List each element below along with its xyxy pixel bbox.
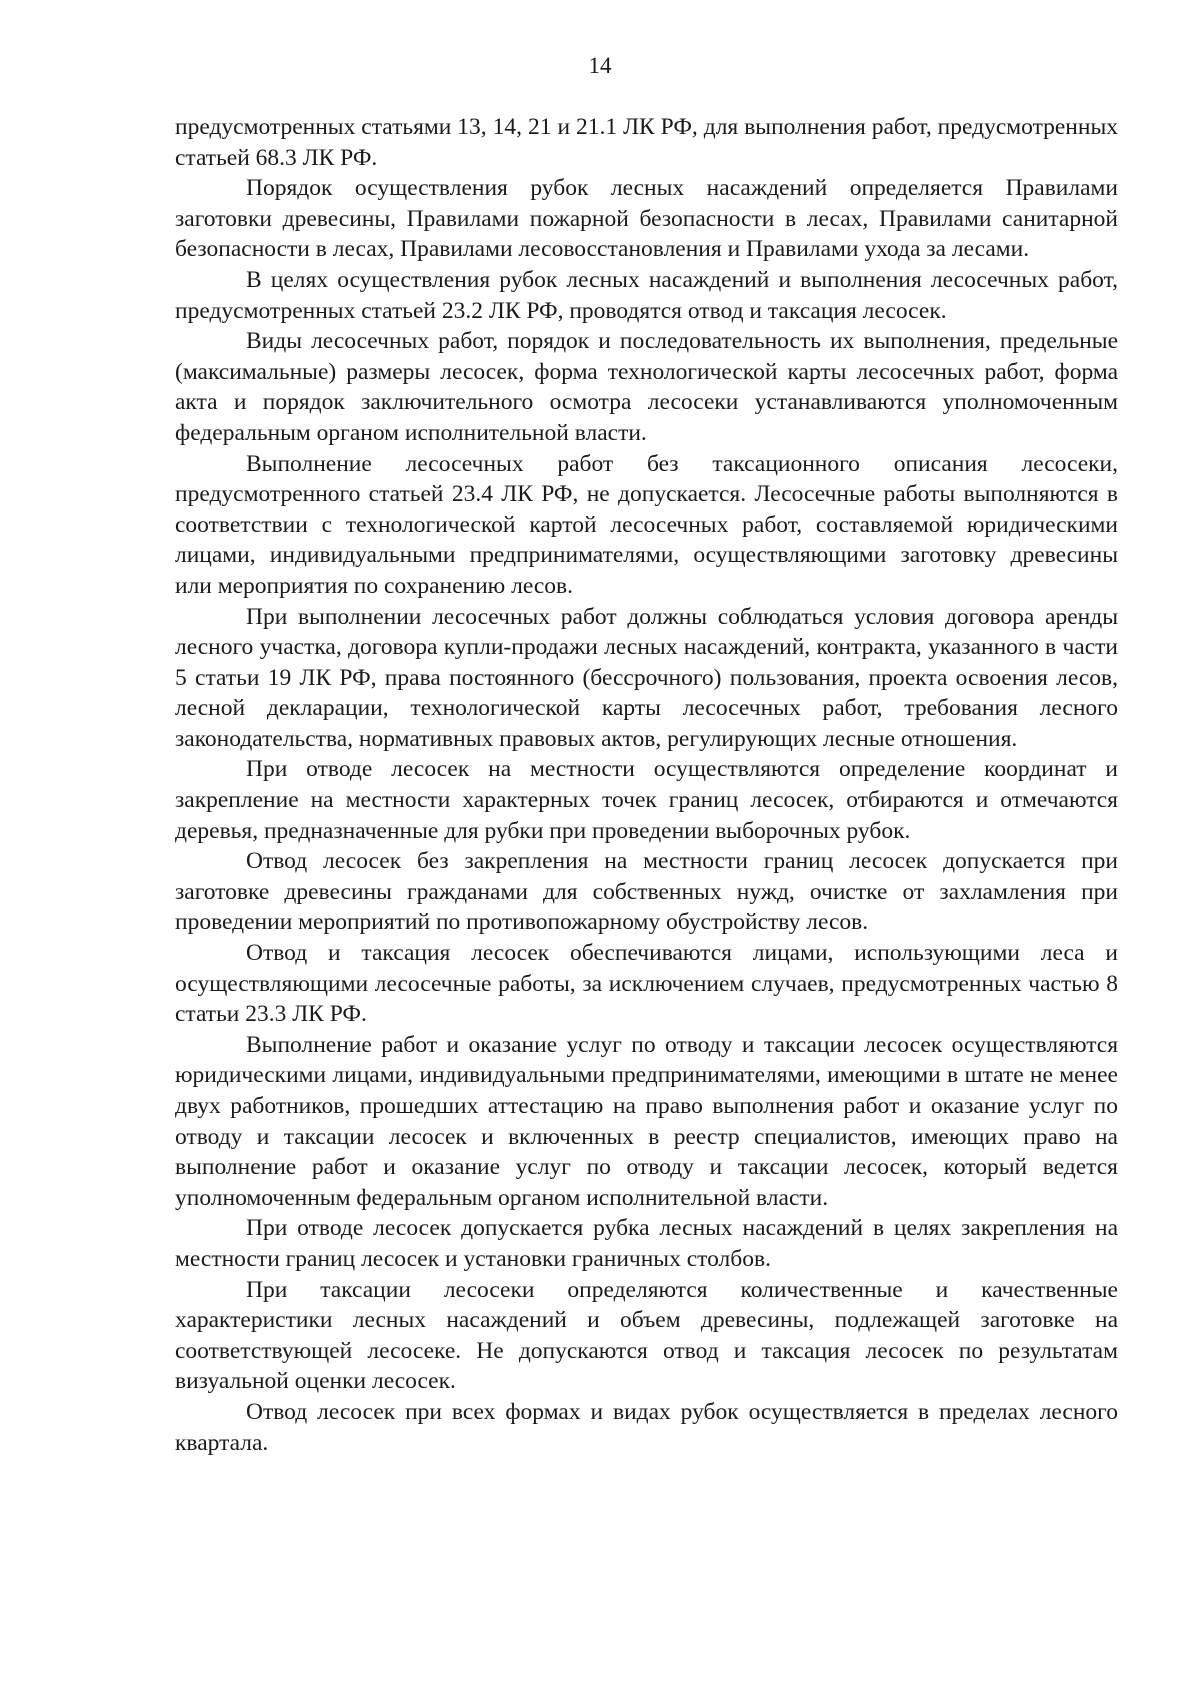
- paragraph: При отводе лесосек допускается рубка лесных насаждений в целях закрепления на местности границ лесосек и установки граничных столбов.: [175, 1215, 1118, 1272]
- paragraph: Отвод лесосек без закрепления на местности границ лесосек допускается при заготовке древесины гражданами для собственных нужд, очистке от захламления при проведении мероприятий по противопожарному обустройству лесов.: [175, 848, 1118, 936]
- paragraph: Порядок осуществления рубок лесных насаждений определяется Правилами заготовки древесины, Правилами пожарной безопасности в лесах, Правилами санитарной безопасности в лесах, Правилами лесовосстановления и Правилами ухода за лесами.: [175, 175, 1118, 263]
- paragraph: предусмотренных статьями 13, 14, 21 и 21.1 ЛК РФ, для выполнения работ, предусмотренных статьей 68.3 ЛК РФ.: [175, 114, 1118, 171]
- paragraph: Выполнение лесосечных работ без таксационного описания лесосеки, предусмотренного статьей 23.4 ЛК РФ, не допускается. Лесосечные работы выполняются в соответствии с технологической картой лесосечных работ, составляемой юридическими лицами, индивидуальными предпринимателями, осуществляющими заготовку древесины или мероприятия по сохранению лесов.: [175, 450, 1118, 599]
- paragraph: Виды лесосечных работ, порядок и последовательность их выполнения, предельные (максимальные) размеры лесосек, форма технологической карты лесосечных работ, форма акта и порядок заключительного осмотра лесосеки устанавливаются уполномоченным федеральным органом исполнительной власти.: [175, 328, 1118, 446]
- paragraph: При отводе лесосек на местности осуществляются определение координат и закрепление на местности характерных точек границ лесосек, отбираются и отмечаются деревья, предназначенные для рубки при проведении выборочных рубок.: [175, 756, 1118, 844]
- paragraph: При выполнении лесосечных работ должны соблюдаться условия договора аренды лесного участка, договора купли-продажи лесных насаждений, контракта, указанного в части 5 статьи 19 ЛК РФ, права постоянного (бессрочного) пользования, проекта освоения лесов, лесной декларации, технологической карты лесосечных работ, требования лесного законодательства, нормативных правовых актов, регулирующих лесные отношения.: [175, 603, 1118, 752]
- paragraph: Отвод лесосек при всех формах и видах рубок осуществляется в пределах лесного квартала.: [175, 1398, 1118, 1456]
- page-number: 14: [588, 53, 612, 78]
- paragraph: В целях осуществления рубок лесных насаждений и выполнения лесосечных работ, предусмотренных статьей 23.2 ЛК РФ, проводятся отвод и таксация лесосек.: [175, 266, 1118, 324]
- document-body: [175, 112, 1118, 1458]
- paragraph: Выполнение работ и оказание услуг по отводу и таксации лесосек осуществляются юридическими лицами, индивидуальными предпринимателями, имеющими в штате не менее двух работников, прошедших аттестацию на право выполнения работ и оказание услуг по отводу и таксации лесосек и включенных в реестр специалистов, имеющих право на выполнение работ и оказание услуг по отводу и таксации лесосек, который ведется уполномоченным федеральным органом исполнительной власти.: [175, 1031, 1118, 1211]
- paragraph: При таксации лесосеки определяются количественные и качественные характеристики лесных насаждений и объем древесины, подлежащей заготовке на соответствующей лесосеке. Не допускаются отвод и таксация лесосек по результатам визуальной оценки лесосек.: [175, 1276, 1118, 1395]
- paragraph: Отвод и таксация лесосек обеспечиваются лицами, использующими леса и осуществляющими лесосечные работы, за исключением случаев, предусмотренных частью 8 статьи 23.3 ЛК РФ.: [175, 940, 1118, 1028]
